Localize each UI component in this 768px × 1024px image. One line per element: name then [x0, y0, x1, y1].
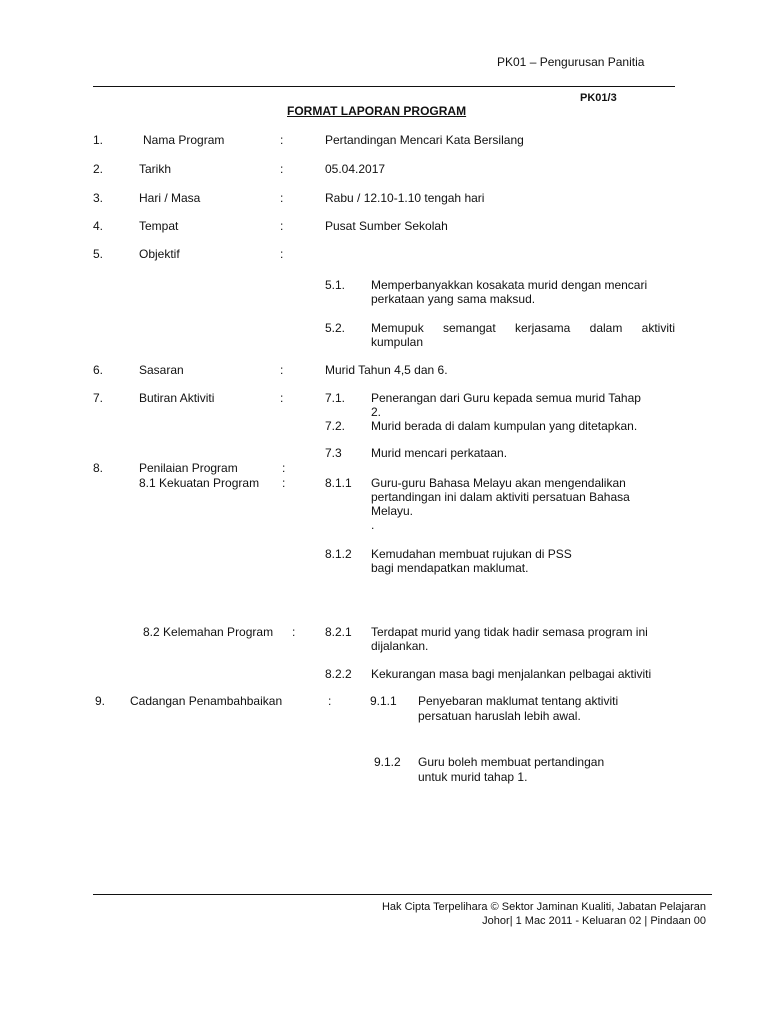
item-text: dijalankan.: [371, 639, 429, 653]
field-separator: :: [280, 133, 284, 147]
item-number: 8.1.2: [325, 547, 352, 561]
field-label: Objektif: [139, 247, 180, 261]
field-separator: :: [280, 363, 284, 377]
field-value: Rabu / 12.10-1.10 tengah hari: [325, 191, 485, 205]
item-text: Melayu.: [371, 504, 414, 518]
item-text: Guru-guru Bahasa Melayu akan mengendalikan: [371, 476, 626, 490]
section-number: 4.: [93, 219, 104, 233]
item-text: .: [371, 518, 375, 532]
field-separator: :: [280, 219, 284, 233]
section-number: 3.: [93, 191, 104, 205]
section-number: 9.: [95, 694, 106, 708]
section-number: 2.: [93, 162, 104, 176]
page-title: FORMAT LAPORAN PROGRAM: [287, 104, 467, 118]
item-text: Kemudahan membuat rujukan di PSS: [371, 547, 572, 561]
item-number: 7.1.: [325, 391, 346, 405]
field-value: 05.04.2017: [325, 162, 386, 176]
subsection-label-kelemahan: 8.2 Kelemahan Program: [143, 625, 274, 639]
item-text: untuk murid tahap 1.: [418, 770, 528, 784]
item-number: 8.2.2: [325, 667, 352, 681]
field-label: Tempat: [139, 219, 179, 233]
field-label: Butiran Aktiviti: [139, 391, 215, 405]
field-separator: :: [328, 694, 332, 708]
field-value: Pusat Sumber Sekolah: [325, 219, 448, 233]
header-divider: [93, 86, 675, 87]
field-label: Tarikh: [139, 162, 172, 176]
footer-revision: Johor| 1 Mac 2011 - Keluaran 02 | Pindaan 00: [482, 915, 706, 927]
field-separator: :: [280, 162, 284, 176]
item-text: Murid mencari perkataan.: [371, 446, 508, 460]
field-separator: :: [282, 476, 286, 490]
item-text: Penerangan dari Guru kepada semua murid Tahap: [371, 391, 641, 405]
field-separator: :: [280, 191, 284, 205]
footer-divider: [93, 894, 712, 895]
field-label: Sasaran: [139, 363, 184, 377]
field-separator: :: [280, 391, 284, 405]
section-number: 8.: [93, 461, 104, 475]
field-separator: :: [282, 461, 286, 475]
item-number: 8.1.1: [325, 476, 352, 490]
field-label: Cadangan Penambahbaikan: [130, 694, 283, 708]
item-number: 5.2.: [325, 321, 346, 335]
field-label: Hari / Masa: [139, 191, 201, 205]
field-separator: :: [292, 625, 296, 639]
item-text: Memupuk semangat kerjasama dalam aktiviti: [371, 321, 675, 335]
item-text: bagi mendapatkan maklumat.: [371, 561, 529, 575]
item-number: 9.1.2: [374, 755, 401, 769]
field-label: Nama Program: [143, 133, 225, 147]
section-number: 7.: [93, 391, 104, 405]
item-text: Murid berada di dalam kumpulan yang ditetapkan.: [371, 419, 638, 433]
item-text: Penyebaran maklumat tentang aktiviti: [418, 694, 619, 708]
form-code: PK01/3: [580, 92, 617, 104]
item-number: 7.3: [325, 446, 342, 460]
section-number: 1.: [93, 133, 104, 147]
item-text: 2.: [371, 405, 382, 419]
item-text: Terdapat murid yang tidak hadir semasa program ini: [371, 625, 648, 639]
section-number: 6.: [93, 363, 104, 377]
field-value: Murid Tahun 4,5 dan 6.: [325, 363, 448, 377]
item-number: 5.1.: [325, 278, 346, 292]
item-text: persatuan haruslah lebih awal.: [418, 709, 581, 723]
footer-copyright: Hak Cipta Terpelihara © Sektor Jaminan Kualiti, Jabatan Pelajaran: [381, 901, 706, 913]
item-text: Guru boleh membuat pertandingan: [418, 755, 605, 769]
section-number: 5.: [93, 247, 104, 261]
item-number: 8.2.1: [325, 625, 352, 639]
item-text: kumpulan: [371, 335, 424, 349]
item-text: Kekurangan masa bagi menjalankan pelbagai aktiviti: [371, 667, 652, 681]
field-value: Pertandingan Mencari Kata Bersilang: [325, 133, 524, 147]
field-separator: :: [280, 247, 284, 261]
item-text: Memperbanyakkan kosakata murid dengan mencari: [371, 278, 648, 292]
item-text: pertandingan ini dalam aktiviti persatuan Bahasa: [371, 490, 630, 504]
document-reference: PK01 – Pengurusan Panitia: [497, 55, 645, 69]
item-number: 9.1.1: [370, 694, 397, 708]
subsection-label-kekuatan: 8.1 Kekuatan Program: [139, 476, 260, 490]
item-number: 7.2.: [325, 419, 346, 433]
field-label: Penilaian Program: [139, 461, 238, 475]
item-text: perkataan yang sama maksud.: [371, 292, 536, 306]
